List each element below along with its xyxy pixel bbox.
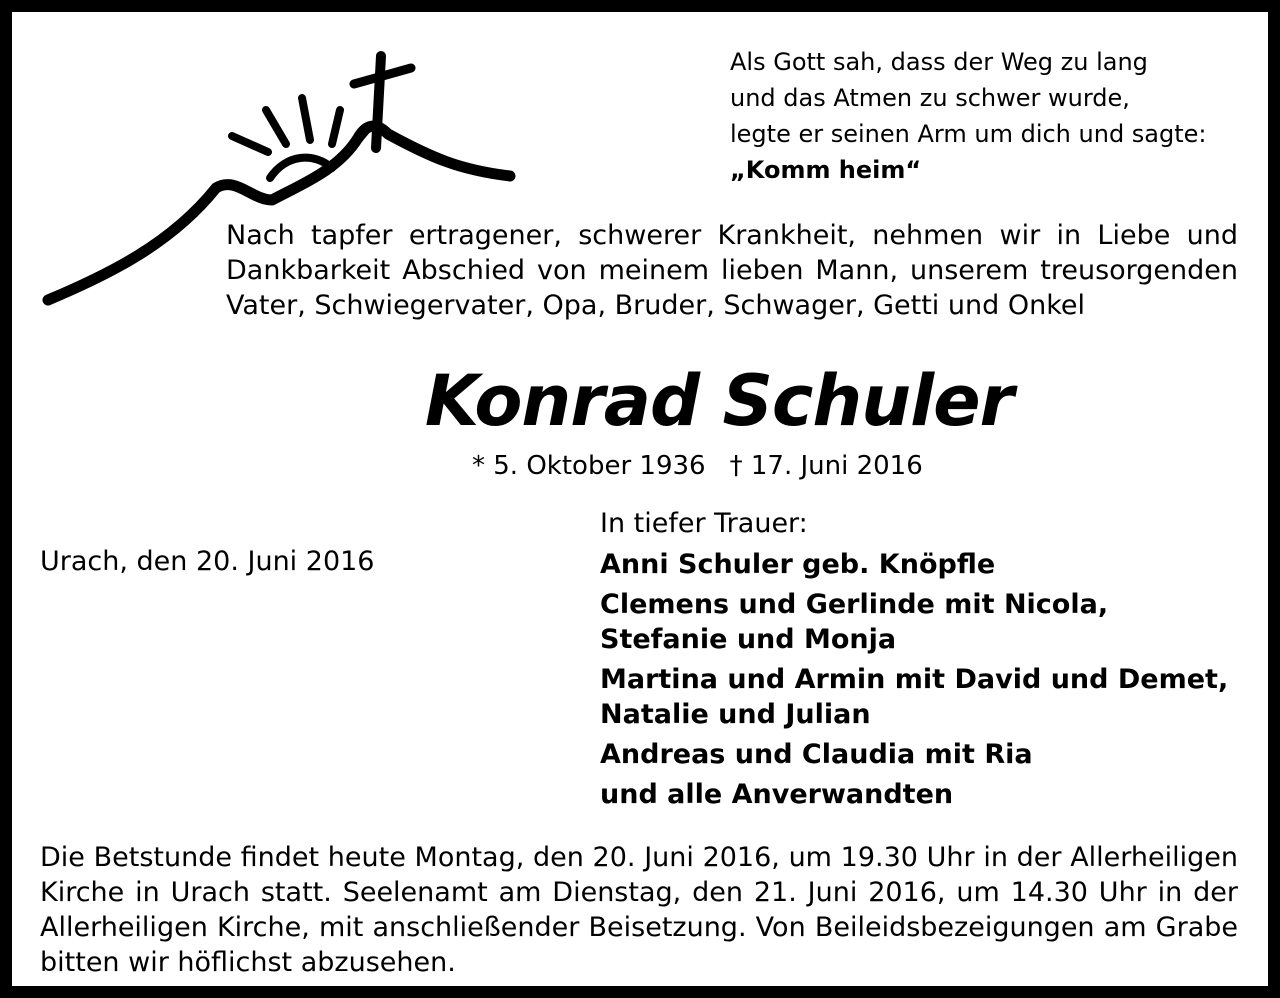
verse-emphasis: „Komm heim“ xyxy=(730,156,922,184)
mourner-entry xyxy=(600,662,1240,732)
life-dates xyxy=(472,448,1032,484)
mourner-line: Martina und Armin mit David und Demet, xyxy=(600,664,1229,695)
mourner-entry xyxy=(600,547,1240,582)
mourner-line: Clemens und Gerlinde mit Nicola, xyxy=(600,589,1109,620)
service-paragraph: Die Betstunde findet heute Montag, den 20. Juni 2016, um 19.30 Uhr in der Allerheiligen Kirche in Urach statt. Seelenamt am Dienstag, den 21. Juni 2016, um 14.30 Uhr in der Allerheiligen Kirche, mit anschließender Beisetzung. Von Beileidsbezeigungen am Grabe bitten wir höflichst abzusehen. xyxy=(40,842,1238,978)
mourning-heading: In tiefer Trauer: xyxy=(600,508,808,539)
verse-line: und das Atmen zu schwer wurde, xyxy=(730,84,1130,112)
mourner-line: Stefanie und Monja xyxy=(600,624,897,655)
mourner-entry xyxy=(600,587,1240,657)
place-date: Urach, den 20. Juni 2016 xyxy=(40,546,375,577)
mourners-list xyxy=(600,506,1240,812)
mourner-line: Anni Schuler geb. Knöpfle xyxy=(600,549,996,580)
verse-line: legte er seinen Arm um dich und sagte: xyxy=(730,120,1207,148)
intro-paragraph: Nach tapfer ertragener, schwerer Krankheit, nehmen wir in Liebe und Dankbarkeit Abschied von meinem lieben Mann, unserem treusorgenden Vater, Schwiegervater, Opa, Bruder, Schwager, Getti und Onkel xyxy=(226,220,1238,321)
obituary-notice xyxy=(12,12,1268,986)
mourner-line: Andreas und Claudia mit Ria xyxy=(600,739,1033,770)
verse-line: Als Gott sah, dass der Weg zu lang xyxy=(730,48,1148,76)
death-date: † 17. Juni 2016 xyxy=(729,451,923,481)
mourner-line: Natalie und Julian xyxy=(600,699,871,730)
deceased-name: Konrad Schuler xyxy=(424,360,1014,442)
birth-date: * 5. Oktober 1936 xyxy=(472,451,706,481)
mourner-line: und alle Anverwandten xyxy=(600,779,954,810)
mourner-entry xyxy=(600,777,1240,812)
mourner-entry xyxy=(600,737,1240,772)
verse xyxy=(730,44,1250,188)
